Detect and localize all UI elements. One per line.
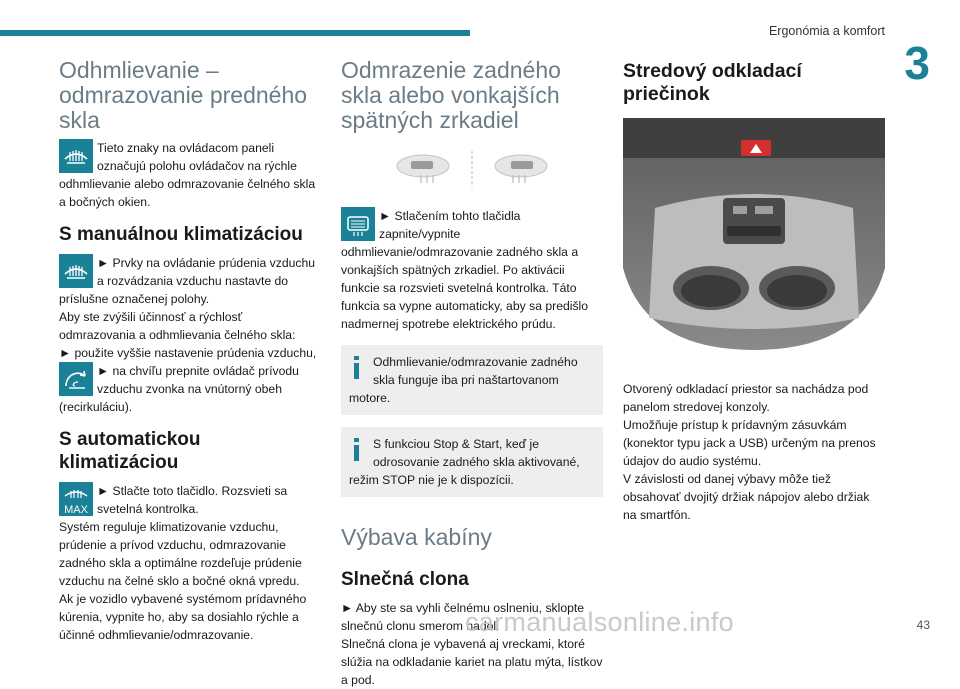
manual-step-3: ► použite vyššie nastavenie prúdenia vzduchu,	[59, 346, 317, 360]
mirror-illustration	[341, 149, 603, 189]
auto-text-2: Systém reguluje klimatizovanie vzduchu, prúdenie a prívod vzduchu, odmrazovanie zadného skla a optimálne rozdeľuje prúdenie vzduchu na čelné sklo a bočné okná vpredu.	[59, 520, 302, 588]
info-stopstart-text: S funkciou Stop & Start, keď je odrosovanie zadného skla aktivované, režim STOP nie je k dispozícii.	[349, 437, 580, 487]
auto-text-3: Ak je vozidlo vybavené systémom prídavného kúrenia, vypnite ho, aby sa dosiahlo rýchle a účinné odhmlievanie/odmrazovanie.	[59, 592, 307, 642]
console-text-3: V závislosti od danej výbavy môže tiež obsahovať dvojitý držiak nápojov alebo držiak na smartfón.	[623, 472, 870, 522]
rear-window-defrost-icon	[341, 207, 375, 241]
recirculation-icon	[59, 362, 93, 396]
info-icon	[349, 353, 365, 381]
sun-visor-title: Slnečná clona	[341, 569, 469, 590]
column-1	[59, 58, 321, 644]
exterior-mirror-icon	[341, 149, 603, 189]
watermark: carmanualsonline.info	[465, 607, 734, 637]
info-engine-text: Odhmlievanie/odmrazovanie zadného skla funguje iba pri naštartovanom motore.	[349, 355, 578, 405]
recirculation-block	[59, 362, 321, 416]
column-2	[341, 58, 603, 689]
auto-block	[59, 482, 321, 518]
auto-step-1: ► Stlačte toto tlačidlo. Rozsvieti sa svetelná kontrolka.	[97, 484, 288, 516]
cabin-equipment-title: Výbava kabíny	[341, 524, 492, 550]
spacer	[623, 350, 885, 380]
sun-visor-step: ► Aby ste sa vyhli čelnému oslneniu, sklopte slnečnú clonu smerom nadol.	[341, 601, 585, 633]
center-console-photo	[623, 118, 885, 350]
rear-defrost-title: Odmrazenie zadného skla alebo vonkajších spätných zrkadiel	[341, 57, 561, 133]
windshield-defrost-icon	[59, 139, 93, 173]
rear-defrost-block	[341, 207, 603, 333]
info-box-engine	[341, 345, 603, 415]
intro-text: Tieto znaky na ovládacom paneli označujú polohu ovládačov na rýchle odhmlievanie alebo odmrazovanie čelného skla a bočných okien.	[59, 141, 316, 209]
rear-defrost-text: ► Stlačením tohto tlačidla zapnite/vypnite odhmlievanie/odmrazovanie zadného skla a vonkajších spätných zrkadiel. Po aktivácii funkcie sa rozsvieti svetelná kontrolka. Táto funkcia sa vypne automaticky, aby sa predišlo nadmernej spotrebe elektrického prúdu.	[341, 209, 589, 331]
section-title: Ergonómia a komfort	[768, 24, 885, 38]
chapter-number: 3	[904, 37, 930, 89]
auto-ac-title: S automatickou klimatizáciou	[59, 429, 201, 473]
info-icon	[349, 435, 365, 463]
manual-step-2: Aby ste zvýšili účinnosť a rýchlosť odmrazovania a odhmlievania čelného skla:	[59, 310, 296, 342]
info-box-stopstart	[341, 427, 603, 497]
defrost-front-title: Odhmlievanie – odmrazovanie predného skla	[59, 57, 308, 133]
windshield-defrost-icon	[59, 254, 93, 288]
max-defrost-icon	[59, 482, 93, 516]
manual-step-4: ► na chvíľu prepnite ovládač prívodu vzduchu zvonka na vnútorný obeh (recirkuláciu).	[59, 364, 299, 414]
header-accent-bar	[0, 30, 470, 36]
column-3	[623, 58, 885, 524]
sun-visor-text: Slnečná clona je vybavená aj vreckami, ktoré slúžia na odkladanie kariet na platu mýta, lístkov a pod.	[341, 637, 603, 687]
console-title: Stredový odkladací priečinok	[623, 60, 802, 105]
max-label: MAX	[64, 504, 88, 516]
console-text-1: Otvorený odkladací priestor sa nachádza pod panelom stredovej konzoly.	[623, 382, 869, 414]
page-number: 43	[916, 618, 930, 632]
manual-block	[59, 254, 321, 308]
manual-ac-title: S manuálnou klimatizáciou	[59, 224, 303, 245]
console-text-2: Umožňuje prístup k prídavným zásuvkám (konektor typu jack a USB) určeným na prenos údajov do audio systému.	[623, 418, 876, 468]
manual-step-1: ► Prvky na ovládanie prúdenia vzduchu a rozvádzania vzduchu nastavte do príslušne označenej polohy.	[59, 256, 316, 306]
intro-block	[59, 139, 321, 211]
